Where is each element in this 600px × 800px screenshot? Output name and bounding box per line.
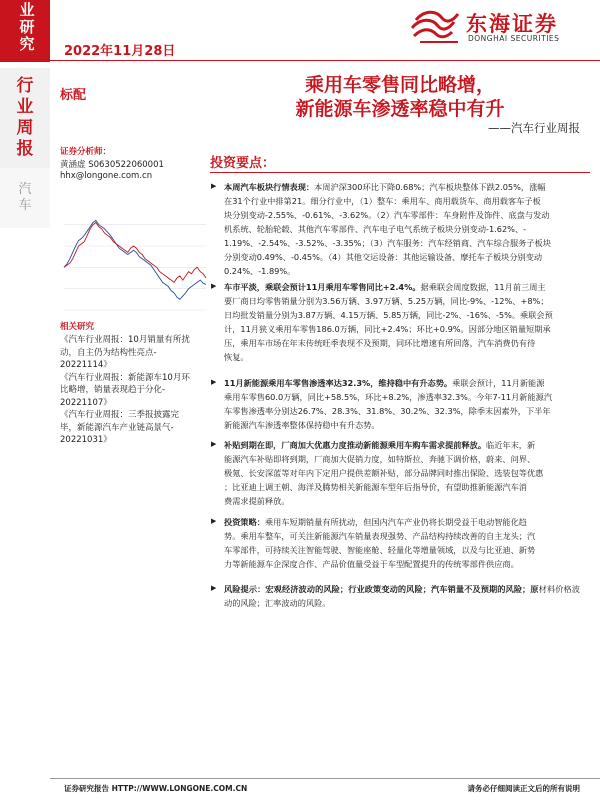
key-point-text-line: 乘联会预计，11月新能源 [452,378,545,388]
sidebar-report-type-text: 行业周报 [16,76,34,159]
key-point-paragraph [224,582,580,610]
key-point-text-line: 力等新能源车企深度合作、产品价值量受益于车型配置提升的传统零部件供应商。 [224,559,519,569]
chart-series-line-1 [64,220,206,299]
key-point-text-line: 材料价格波动的风险；汇率波动的风险。 [224,584,580,608]
key-point-text-line: 据乘联会周度数据，11月前三周主 [420,282,546,292]
related-research-item: 《汽车行业周报：三季报披露完 [60,410,180,420]
related-research-label: 相关研究 [60,322,95,332]
key-point-text-line: 费需求提前释放。 [224,496,290,506]
key-point-text-line: 乘用车短期销量有所扰动，但国内汽车产业仍将长期受益于电动智能化趋 [264,517,527,527]
sidebar-industry-block [0,168,50,228]
related-research-item: 20221107》 [60,397,112,408]
key-points-divider [210,172,590,173]
key-point-text-line: 新能源汽车渗透率整体保持稳中有升态势。 [224,420,380,430]
key-point-text-line: 乘用车零售60.0万辆，同比+58.5%，环比+8.2%，渗透率32.3%。今年7-11月新能源汽 [224,392,553,402]
sidebar-report-type-block [0,68,50,168]
key-point-text-line: 计，11月狭义乘用车零售186.0万辆，同比+2.4%；环比+0.9%。因部分地区销量短期承 [224,324,551,334]
related-research-item: 20221031》 [60,435,112,445]
key-point-text-line: 机系统、轮胎轮毂、其他汽车零部件、汽车电子电气系统子板块分别变动-1.62%、- [224,224,527,234]
key-point-heading: 补贴到期在即，厂商加大优惠力度推动新能源乘用车购车需求提前释放。 [224,440,487,450]
stock-performance-chart [60,208,210,316]
related-research-item: 毕，新能源汽车产业链高景气- [60,422,174,433]
bullet-icon: ▶ [211,182,217,190]
sidebar-category-text: 业研究 [19,1,35,53]
key-point-text-line: 恢复。 [224,352,249,362]
report-title-line2: 新能源车渗透率稳中有升 [295,98,505,120]
bullet-icon: ▶ [211,282,217,290]
key-point-heading: 11月新能源乘用车零售渗透率达32.3%，维持稳中有升态势。 [224,378,453,388]
analyst-label: 证券分析师： [60,147,112,157]
key-point-text-line: ；比亚迪上调王朝、海洋及腾势相关新能源车型年后指导价，有望助推新能源汽车消 [224,482,527,492]
logo-english-name: DONGHAI SECURITIES [468,34,560,43]
related-research-item: 比略增，销量表现趋于分化- [60,385,166,395]
chart-grid [64,225,206,310]
bullet-icon: ▶ [211,378,217,386]
company-logo [410,6,600,48]
related-research-item: 20221114》 [60,360,112,370]
key-point-text-line: 块分别变动-2.55%、-0.61%、-3.62%。（2）汽车零部件：车身附件及饰件、底盘与发动 [224,210,550,220]
key-point-paragraph [224,376,580,432]
related-research-item: 动，自主仍为结构性亮点- [60,347,157,358]
key-point-text-line: 1.19%、-2.54%、-3.52%、-3.35%；（3）汽车服务：汽车经销商、汽车综合服务子板块 [224,238,551,248]
sidebar-category-block [0,0,50,62]
header-divider [50,60,600,61]
chart-lines [64,220,206,299]
key-point-text-line: 车零部件，可持续关注智能驾驶、智能座舱、轻量化等增量领域，以及与比亚迪、新势 [224,545,536,555]
key-point-heading: 本周汽车板块行情表现： [224,182,315,192]
key-point-text-line: 本周沪深300环比下降0.68%；汽车板块整体下跌2.05%，涨幅 [314,182,546,192]
key-point-text-line: 要厂商日均零售销量分别为3.56万辆、3.97万辆、5.25万辆，同比-9%、-12%、+8%； [224,296,549,306]
key-point-paragraph [224,180,580,278]
key-point-text-line: 压，乘用车市场在年末传统旺季表现不及预期，同环比增速有所回落，汽车消费仍有待 [224,338,536,348]
key-point-heading: 投资策略： [224,517,265,527]
bullet-icon: ▶ [211,440,217,448]
analyst-name: 黄涵虚 S0630522060001 [60,160,164,170]
report-date: 2022年11月28日 [64,44,176,59]
related-research-item: 《汽车行业周报：10月销量有所扰 [60,335,190,345]
bullet-icon: ▶ [211,584,217,592]
sidebar-industry-text: 汽车 [18,182,32,213]
key-point-text-line: 势。乘用车整车，可关注新能源汽车销量表现强势、产品结构持续改善的自主龙头；汽 [224,531,536,541]
key-point-text-line: 极氪、长安深蓝等对年内下定用户提供差额补贴，部分品牌同时推出保险、选装包等优惠 [224,468,544,478]
key-point-text-line: 车零售渗透率分别达26.7%、28.3%、31.8%、30.2%、32.3%，除季末因素外，下半年 [224,406,551,416]
key-points-heading: 投资要点： [210,156,276,171]
key-point-paragraph [224,280,580,364]
sidebar [0,0,50,800]
wave-logo-icon [410,6,462,44]
key-point-heading: 车市平淡，乘联会预计11月乘用车零售同比+2.4%。 [224,282,421,292]
key-point-text-line: 在31个行业中排第21。细分行业中，（1）整车：乘用车、商用载货车、商用载客车子板 [224,196,541,206]
key-point-text-line: 临近年末，新 [486,440,536,450]
bullet-icon: ▶ [211,517,217,525]
rating-tag: 标配 [60,88,87,103]
key-point-text-line: 0.24%、-1.89%。 [224,266,296,276]
key-point-heading: 风险提示：宏观经济波动的风险；行业政策变动的风险；汽车销量不及预期的风险；原 [224,584,539,594]
footer-website: 证券研究报告 HTTP://WWW.LONGONE.COM.CN [64,784,248,793]
analyst-email: hhx@longone.com.cn [60,171,153,181]
report-subtitle: ——汽车行业周报 [488,121,580,135]
footer-disclaimer: 请务必仔细阅读正文后的所有说明 [467,784,580,793]
key-point-paragraph [224,438,580,508]
key-point-paragraph [224,515,580,571]
key-point-text-line: 日均批发销量分别为3.87万辆、4.15万辆、5.85万辆，同比-2%、-16%、-5%。乘联会预 [224,310,553,320]
logo-chinese-name: 东海证券 [466,12,558,36]
chart-series-line-2 [64,223,206,283]
key-point-text-line: 分别变动0.49%、-0.45%。（4）其他交运设备：其他运输设备、摩托车子板块分别变动 [224,252,543,262]
report-title-line1: 乘用车零售同比略增， [304,74,495,96]
key-point-text-line: 能源汽车补贴即将到期，厂商加大促销力度，如特斯拉、奔驰下调价格，蔚来、问界、 [224,454,536,464]
related-research-item: 《汽车行业周报：新能源车10月环 [60,372,190,383]
footer-divider [50,778,600,779]
